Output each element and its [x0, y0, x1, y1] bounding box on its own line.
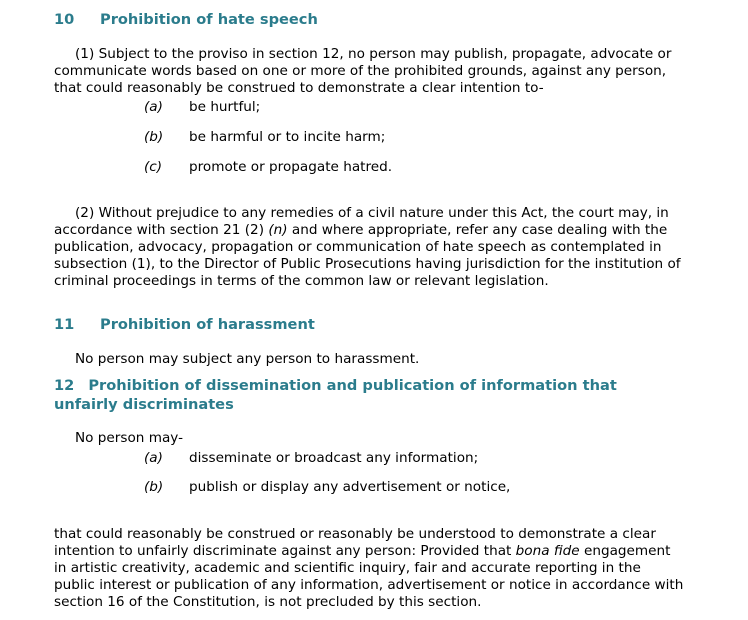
item-label: (b) [144, 129, 164, 145]
item-label: (c) [144, 159, 163, 175]
item-text: promote or propagate hatred. [189, 159, 393, 175]
item-label: (a) [144, 450, 163, 466]
section-11-text: No person may subject any person to harassment. [75, 351, 420, 367]
p2-text-start: (2) Without prejudice to any remedies of a civil nature under this Act, the court may, in accordance with section 21 (2) [54, 205, 669, 238]
section-12-number: 12 [54, 377, 75, 394]
list-item [54, 159, 684, 176]
item-text: disseminate or broadcast any information; [189, 450, 479, 466]
section-10-item-list [54, 99, 684, 116]
item-text: publish or display any advertisement or notice, [189, 479, 511, 495]
closing-text-end: engagement in artistic creativity, academic and scientific inquiry, fair and accurate reporting in the public interest or publication of any information, advertisement or notice in accordance with section 16 of the Constitution, is not precluded by this section. [54, 543, 684, 610]
list-item [54, 450, 684, 467]
section-12-closing [54, 526, 686, 611]
list-item [54, 99, 684, 116]
section-12-title: Prohibition of dissemination and publication of information that unfairly discriminates [54, 377, 617, 413]
p2-italic-ref: (n) [268, 222, 288, 238]
section-11-number: 11 [54, 316, 75, 333]
section-10-paragraph-1: (1) Subject to the proviso in section 12, no person may publish, propagate, advocate or communicate words based on one or more of the prohibited grounds, against any person, that could reasonably be construed to demonstrate a clear intention to- [54, 46, 672, 96]
item-label: (b) [144, 479, 164, 495]
section-10-paragraph-2 [54, 205, 686, 290]
section-11-title: Prohibition of harassment [100, 316, 315, 333]
p2-text-end: and where appropriate, refer any case dealing with the publication, advocacy, propagation or communication of hate speech as contemplated in subsection (1), to the Director of Public Prosecutions having jurisdiction for the institution of criminal proceedings in terms of the common law or relevant legislation. [54, 222, 681, 289]
item-text: be harmful or to incite harm; [189, 129, 386, 145]
section-10-title: Prohibition of hate speech [100, 11, 318, 28]
closing-text-start: that could reasonably be construed or reasonably be understood to demonstrate a clear intention to unfairly discriminate against any person: Provided that [54, 526, 656, 559]
item-text: be hurtful; [189, 99, 261, 115]
section-12-heading [54, 376, 654, 414]
closing-italic-term: bona fide [515, 543, 580, 559]
section-11-heading [54, 315, 315, 334]
item-label: (a) [144, 99, 163, 115]
list-item [54, 479, 684, 496]
section-10-number: 10 [54, 11, 75, 28]
section-12-intro: No person may- [75, 430, 184, 446]
list-item [54, 129, 684, 146]
section-10-heading [54, 10, 318, 29]
